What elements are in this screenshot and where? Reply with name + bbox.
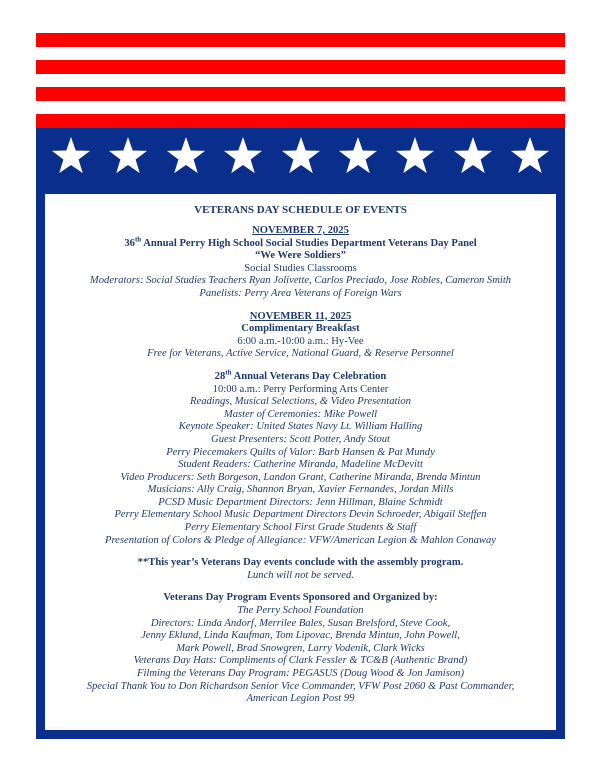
schedule-content: [45, 203, 556, 706]
star-icon: [165, 135, 207, 177]
star-icon: [394, 135, 436, 177]
celebration-line: Perry Elementary School First Grade Students & Staff: [184, 522, 417, 534]
sponsors-heading: Veterans Day Program Events Sponsored and Organized by:: [163, 592, 438, 604]
blue-frame: [36, 128, 565, 739]
sponsor-line: American Legion Post 99: [246, 693, 355, 705]
conclusion-note: **This year’s Veterans Day events conclude with the assembly program.: [137, 557, 464, 569]
sponsor-line: Filming the Veterans Day Program: PEGASUS (Doug Wood & Jon Jamison): [137, 668, 464, 679]
celebration-line: Presentation of Colors & Pledge of Allegiance: VFW/American Legion & Mahlon Conaway: [104, 534, 497, 546]
sponsor-line: Directors: Linda Andorf, Merrilee Bales, Susan Brelsford, Steve Cook,: [150, 617, 451, 629]
sponsor-line: Mark Powell, Brad Snowgren, Larry Vodenik, Clark Wicks: [176, 642, 425, 654]
celebration-heading: [45, 368, 556, 384]
flag-stripe-4: [36, 114, 565, 128]
breakfast-time: 6:00 a.m.-10:00 a.m.: Hy-Vee: [237, 335, 364, 347]
panel-heading-text: Annual Perry High School Social Studies Department Veterans Day Panel: [141, 237, 477, 249]
panel-title: “We Were Soldiers”: [255, 250, 346, 262]
panel-number: 36: [124, 237, 135, 249]
star-icon: [509, 135, 551, 177]
celebration-line: Master of Ceremonies: Mike Powell: [223, 408, 378, 420]
celebration-line: Student Readers: Catherine Miranda, Madeline McDevitt: [178, 459, 423, 471]
celebration-line: Keynote Speaker: United States Navy Lt. William Halling: [178, 421, 423, 433]
flag-stripe-1: [36, 33, 565, 47]
sponsor-line: Jenny Eklund, Linda Kaufman, Tom Lipovac, Brenda Mintun, John Powell,: [141, 630, 460, 642]
nov7-date: NOVEMBER 7, 2025: [252, 225, 349, 236]
flag-stripe-2: [36, 60, 565, 74]
panel-heading: [45, 235, 556, 251]
star-icon: [280, 135, 322, 177]
celebration-line: 10:00 a.m.: Perry Performing Arts Center: [212, 383, 389, 395]
celebration-line: Guest Presenters: Scott Potter, Andy Stout: [211, 433, 390, 445]
star-icon: [452, 135, 494, 177]
nov11-date: NOVEMBER 11, 2025: [249, 310, 352, 322]
panel-moderators: Moderators: Social Studies Teachers Ryan Jolivette, Carlos Preciado, Jose Robles, Cameron Smith: [89, 275, 512, 287]
breakfast-eligibility: Free for Veterans, Active Service, National Guard, & Reserve Personnel: [147, 348, 454, 360]
schedule-panel: [45, 194, 556, 730]
celebration-line: Perry Piecemakers Quilts of Valor: Barb Hansen & Pat Mundy: [166, 446, 435, 458]
celebration-line: Musicians: Ally Craig, Shannon Bryan, Xavier Fernandes, Jordan Mills: [147, 484, 454, 496]
celebration-ordinal: th: [225, 368, 232, 377]
star-icon: [107, 135, 149, 177]
star-icon: [337, 135, 379, 177]
celebration-line: Readings, Musical Selections, & Video Presentation: [190, 396, 411, 408]
celebration-line: Perry Elementary School Music Department Directors Devin Schroeder, Abigail Steffen: [114, 509, 487, 521]
panel-ordinal: th: [134, 235, 142, 244]
lunch-note: Lunch will not be served.: [247, 569, 354, 581]
celebration-line: Video Producers: Seth Borgeson, Landon Grant, Catherine Miranda, Brenda Mintun: [120, 471, 481, 483]
panel-location: Social Studies Classrooms: [244, 262, 357, 274]
breakfast-heading: Complimentary Breakfast: [241, 323, 360, 335]
sponsor-line: Special Thank You to Don Richardson Senior Vice Commander, VFW Post 2060 & Past Commander,: [86, 680, 515, 692]
sponsor-line: The Perry School Foundation: [237, 605, 364, 617]
panel-panelists: Panelists: Perry Area Veterans of Foreign Wars: [199, 287, 402, 299]
sponsor-line: Veterans Day Hats: Compliments of Clark Fessler & TC&B (Authentic Brand): [133, 655, 468, 667]
star-icon: [222, 135, 264, 177]
celebration-number: 28: [214, 370, 226, 382]
flag-stripe-3: [36, 87, 565, 101]
star-row: [36, 128, 565, 190]
celebration-heading-text: Annual Veterans Day Celebration: [231, 370, 387, 382]
page-title: VETERANS DAY SCHEDULE OF EVENTS: [194, 204, 407, 216]
star-icon: [50, 135, 92, 177]
celebration-line: PCSD Music Department Directors: Jenn Hillman, Blaine Schmidt: [158, 496, 443, 508]
